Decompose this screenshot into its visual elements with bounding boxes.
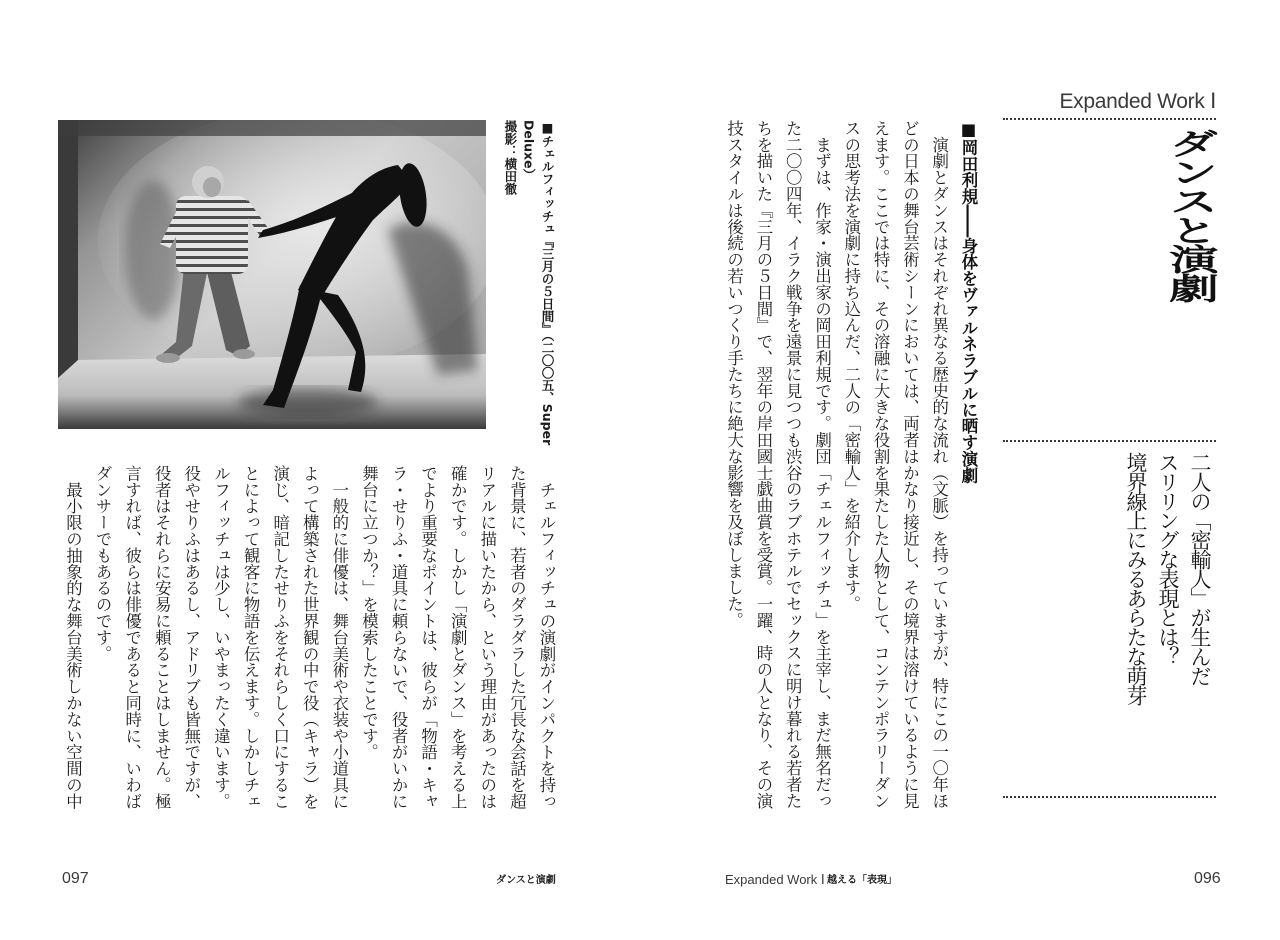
right-page-body [719,120,983,820]
article-title: ダンスと演劇 [1160,128,1218,303]
body-line: スの思考法を演劇に持ち込んだ、二人の「密輸人」を紹介します。 [841,120,861,612]
caption-line: ■チェルフィッチュ『三月の５日間』（二〇〇五、Super [540,120,555,446]
body-line: 言すれば、彼らは俳優であると同時に、いわば [122,465,142,810]
body-line: 役やせりふはあるし、アドリブも皆無ですが、 [181,465,201,810]
dotted-rule-top [1003,118,1216,120]
body-line: えます。ここでは特に、その溶融に大きな役割を果たした人物として、コンテンポラリーダン [871,120,891,809]
body-line: よって構築された世界観の中で役（キャラ）を [300,465,320,810]
dotted-rule-middle [1003,440,1216,442]
page-number-left: 097 [62,870,89,887]
body-line: ダンサーでもあるのです。 [93,465,113,662]
stage-photo [58,120,486,429]
body-line: でより重要なポイントは、彼らが「物語・キャ [418,465,438,810]
body-line: 技スタイルは後続の若いつくり手たちに絶大な影響を及ぼしました。 [724,120,744,629]
body-line: 役者はそれらに安易に頼ることはしません。極 [152,465,172,810]
body-line: ラ・せりふ・道具に頼らないで、役者がいかに [389,465,409,810]
running-head: Expanded Work Ⅰ [1059,90,1216,113]
body-line: 演劇とダンスはそれぞれ異なる歴史的な流れ（文脈）を持っていますが、特にこの一〇年ほ [929,120,949,809]
body-line: リアルに描いたから、という理由があったのは [477,465,497,810]
article-subtitle [1120,452,1216,742]
subtitle-line: 境界線上にみるあらたな萌芽 [1124,452,1148,705]
body-line: た背景に、若者のダラダラした冗長な会話を超 [507,465,527,810]
page-number-right: 096 [1194,870,1221,887]
body-line: 確かです。しかし「演劇とダンス」を考える上 [448,465,468,810]
subtitle-line: 二人の「密輸人」が生んだ [1188,452,1212,685]
body-line: た二〇〇四年、イラク戦争を遠景に見つつも渋谷のラブホテルでセックスに明け暮れる若者た [783,120,803,809]
footer-running-title: ダンスと演劇 [496,875,556,886]
stage-photo-image [58,120,486,429]
body-line: どの日本の舞台芸術シーンにおいては、両者はかなり接近し、その境界は溶けているように見 [900,120,920,809]
body-line: 最小限の抽象的な舞台美術しかない空間の中 [63,465,83,810]
footer-part-title: 越える「表現」 [827,875,897,886]
body-line: 一般的に俳優は、舞台美術や衣装や小道具に [329,465,349,810]
body-line: とによって観客に物語を伝えます。しかしチェ [241,465,261,810]
body-line: まずは、作家・演出家の岡田利規です。劇団「チェルフィッチュ」を主宰し、まだ無名だっ [812,120,832,809]
photo-caption [500,120,556,446]
footer-series: Expanded Work Ⅰ [725,872,825,887]
left-page-body [57,465,561,815]
dotted-rule-bottom [1003,796,1216,798]
subtitle-line: スリリングな表現とは？ [1156,452,1180,666]
caption-credit: 撮影：横田徹 [502,120,518,195]
body-line: 演じ、暗記したせりふをそれらしく口にするこ [270,465,290,810]
caption-line: Deluxe） [521,120,537,182]
section-heading: ■岡田利規――身体をヴァルネラブルに晒す演劇 [959,120,978,484]
body-line: 舞台に立つか？」を模索したことです。 [359,465,379,761]
body-line: チェルフィッチュの演劇がインパクトを持っ [537,465,556,810]
body-line: ルフィッチュは少し、いやまったく違います。 [211,465,231,810]
body-line: ちを描いた『三月の５日間』で、翌年の岸田國士戯曲賞を受賞。一躍、時の人となり、その演 [753,120,773,809]
